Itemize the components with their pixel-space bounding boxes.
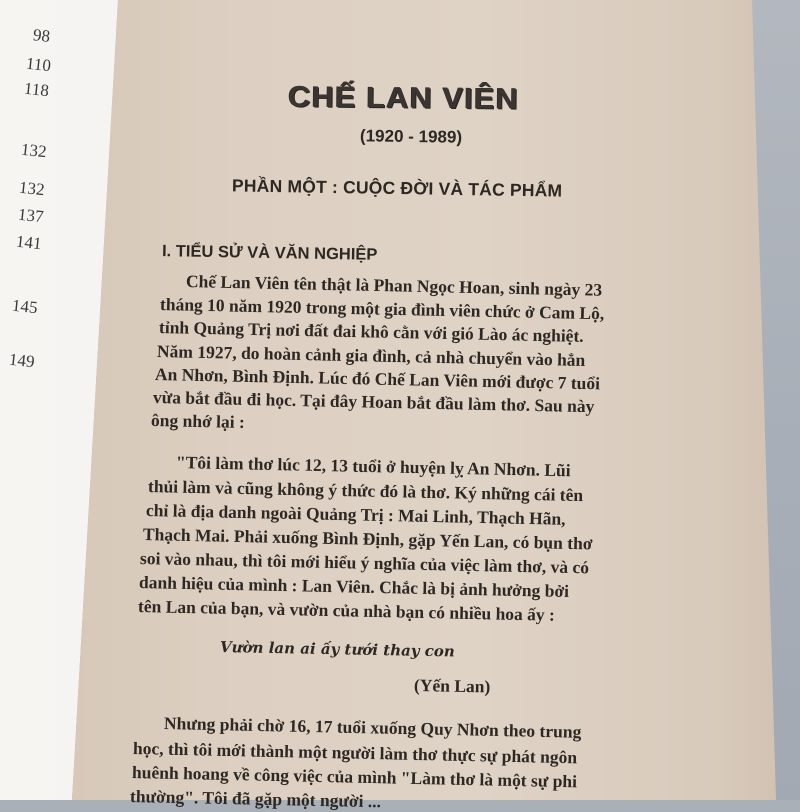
chapter-title: CHẾ LAN VIÊN xyxy=(287,79,519,116)
text-line: Thạch Mai. Phải xuống Bình Định, gặp Yến Lan, có bụn thơ xyxy=(142,524,593,554)
text-line: Chế Lan Viên tên thật là Phan Ngọc Hoan, sinh ngày 23 xyxy=(185,271,603,300)
text-line: thủi làm và cũng không ý thức đó là thơ. Ký những cái tên xyxy=(147,476,584,506)
text-line: huênh hoang về công việc của mình "Làm thơ là một sự phi xyxy=(131,762,578,792)
text-line: "Tôi làm thơ lúc 12, 13 tuổi ở huyện lỵ An Nhơn. Lũi xyxy=(175,452,571,481)
toc-page-number: 141 xyxy=(15,231,43,254)
toc-page-number: 145 xyxy=(11,295,39,318)
text-line: tên Lan của bạn, và vườn của nhà bạn có nhiều hoa ấy : xyxy=(137,596,556,625)
chapter-years: (1920 - 1989) xyxy=(359,126,463,147)
text-line: thường". Tôi đã gặp một người ... xyxy=(129,786,382,812)
text-line: vừa bắt đầu đi học. Tại đây Hoan bắt đầu làm thơ. Sau này xyxy=(152,387,595,417)
text-line: An Nhơn, Bình Định. Lúc đó Chế Lan Viên mới được 7 tuổi xyxy=(154,364,601,394)
toc-page-number: 137 xyxy=(17,204,45,227)
poem-author: (Yến Lan) xyxy=(413,675,491,697)
text-line: Năm 1927, do hoàn cảnh gia đình, cả nhà chuyển vào hẳn xyxy=(156,341,586,370)
text-line: tháng 10 năm 1920 trong một gia đình viên chức ở Cam Lộ, xyxy=(159,294,605,324)
toc-page-number: 149 xyxy=(8,349,36,372)
toc-page-number: 98 xyxy=(32,25,51,46)
toc-page-number: 110 xyxy=(25,53,52,76)
toc-page-number: 132 xyxy=(20,139,48,162)
text-line: ông nhớ lại : xyxy=(150,410,246,432)
toc-page-number: 118 xyxy=(23,78,50,101)
part-title: PHẦN MỘT : CUỘC ĐỜI VÀ TÁC PHẨM xyxy=(231,175,563,201)
text-line: soi vào nhau, thì tôi mới hiểu ý nghĩa của việc làm thơ, và có xyxy=(139,548,590,578)
section-title: I. TIỂU SỬ VÀ VĂN NGHIỆP xyxy=(161,242,378,264)
text-line: chỉ là địa danh ngoài Quảng Trị : Mai Linh, Thạch Hãn, xyxy=(145,500,566,529)
text-line: Nhưng phải chờ 16, 17 tuổi xuống Quy Nhơn theo trung xyxy=(163,713,582,742)
text-line: tỉnh Quảng Trị nơi đất đai khô cằn với gió Lào ác nghiệt. xyxy=(158,317,584,346)
poem-line: Vườn lan ai ấy tưới thay con xyxy=(219,638,455,661)
text-line: học, thì tôi mới thành một người làm thơ thực sự phát ngôn xyxy=(132,738,578,768)
text-line: danh hiệu của mình : Lan Viên. Chắc là bị ảnh hưởng bởi xyxy=(138,572,570,602)
toc-page-number: 132 xyxy=(18,177,46,200)
